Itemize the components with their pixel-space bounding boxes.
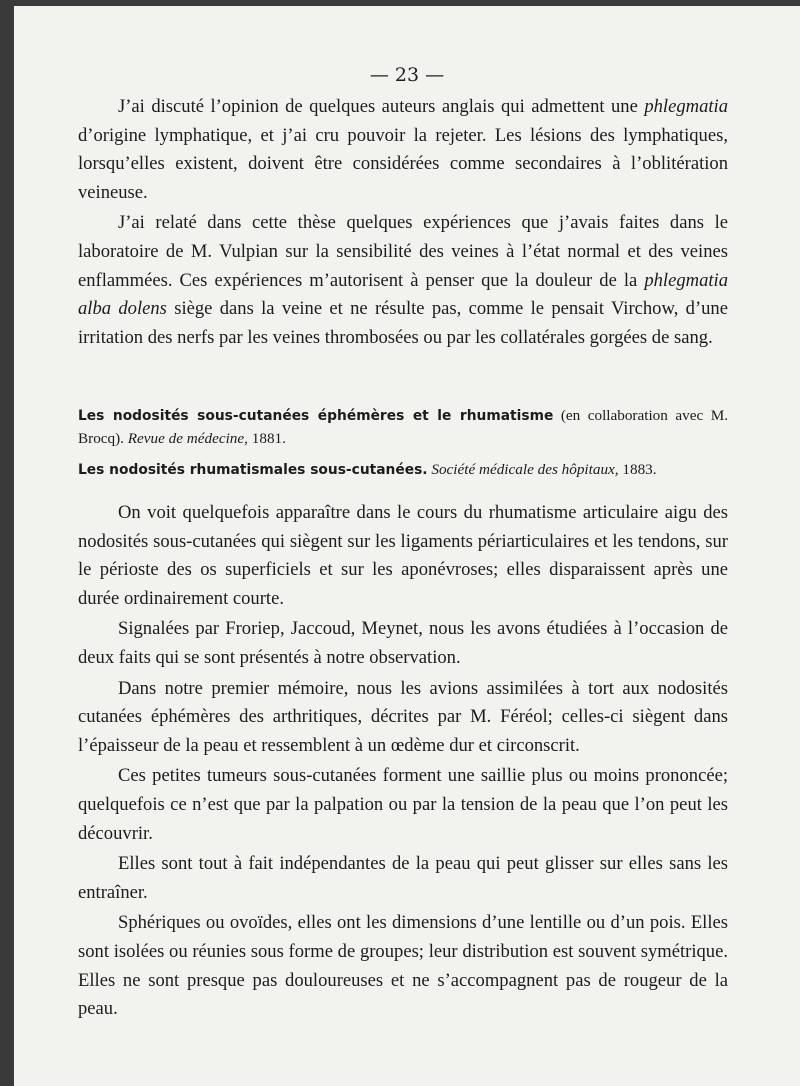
bib-entry-2-title: Les nodosités rhumatismales sous-cutanées. [78,462,428,478]
bib-entry-2-year: 1883. [618,461,657,478]
paragraph-8: Sphériques ou ovoïdes, elles ont les dimensions d’une lentille ou d’un pois. Elles sont isolées ou réunies sous forme de groupes; leur distribution est souvent symétrique. Elles ne sont presque pas douloureuses et ne s’accompagnent pas de rougeur de la peau. [78,912,728,1020]
document-page [14,6,800,1086]
paragraph-5: Dans notre premier mémoire, nous les avions assimilées à tort aux nodosités cutanées éphémères des arthritiques, décrites par M. Féréol; celles-ci siègent dans l’épaisseur de la peau et ressemblent à un œdème dur et circonscrit. [78,677,728,756]
paragraph-1-italic-term: phlegmatia [644,96,728,117]
bib-entry-2-journal: Société médicale des hôpitaux, [431,461,619,478]
bib-entry-1-year: 1881. [247,429,286,447]
paragraph-1-part-3: d’origine lymphatique, et j’ai cru pouvoir la rejeter. Les lésions des lymphatiques, lorsqu’elles existent, doivent être considérées comme secondaires à l’oblitération veineuse. [78,124,728,203]
paragraph-7: Elles sont tout à fait indépendantes de la peau qui peut glisser sur elles sans les entraîner. [78,853,728,903]
paragraph-6: Ces petites tumeurs sous-cutanées forment une saillie plus ou moins prononcée; quelquefois ce n’est que par la palpation ou par la tension de la peau que l’on peut les découvrir. [78,765,728,844]
paragraph-1-part-1: J’ai discuté l’opinion de quelques auteurs anglais qui admettent une [118,96,645,117]
paragraph-2-italic-term: phlegmatia alba dolens [78,269,728,320]
paragraph-2-part-3: siège dans la veine et ne résulte pas, comme le pensait Virchow, d’une irritation des nerfs par les veines thrombosées ou par les collatérales gorgées de sang. [78,298,728,348]
bottom-text-block [78,499,728,1024]
bib-entry-1-title: Les nodosités sous-cutanées éphémères et le rhumatisme [78,408,554,424]
bib-entry-1-detail: (en collaboration avec M. Brocq). [78,407,728,447]
paragraph-1 [78,93,728,207]
bib-entry-1-journal: Revue de médecine, [127,429,248,447]
paragraph-4: Signalées par Froriep, Jaccoud, Meynet, nous les avons étudiées à l’occasion de deux faits qui se sont présentés à notre observation. [78,618,728,668]
bibliography-entry-2 [78,459,728,482]
paragraph-2-part-1: J’ai relaté dans cette thèse quelques expériences que j’avais faites dans le laboratoire de M. Vulpian sur la sensibilité des veines à l’état normal et des veines enflammées. Ces expériences m’autorisent à penser que la douleur de la [78,212,728,291]
top-text-block [78,93,728,352]
paragraph-2 [78,209,728,352]
page-number: — 23 — [369,64,445,86]
bibliography-entry-1 [78,405,728,450]
paragraph-3: On voit quelquefois apparaître dans le cours du rhumatisme articulaire aigu des nodosités sous-cutanées qui siègent sur les ligaments périarticulaires et les tendons, sur le périoste des os superficiels et sur les aponévroses; elles disparaissent après une durée ordinairement courte. [78,502,728,609]
